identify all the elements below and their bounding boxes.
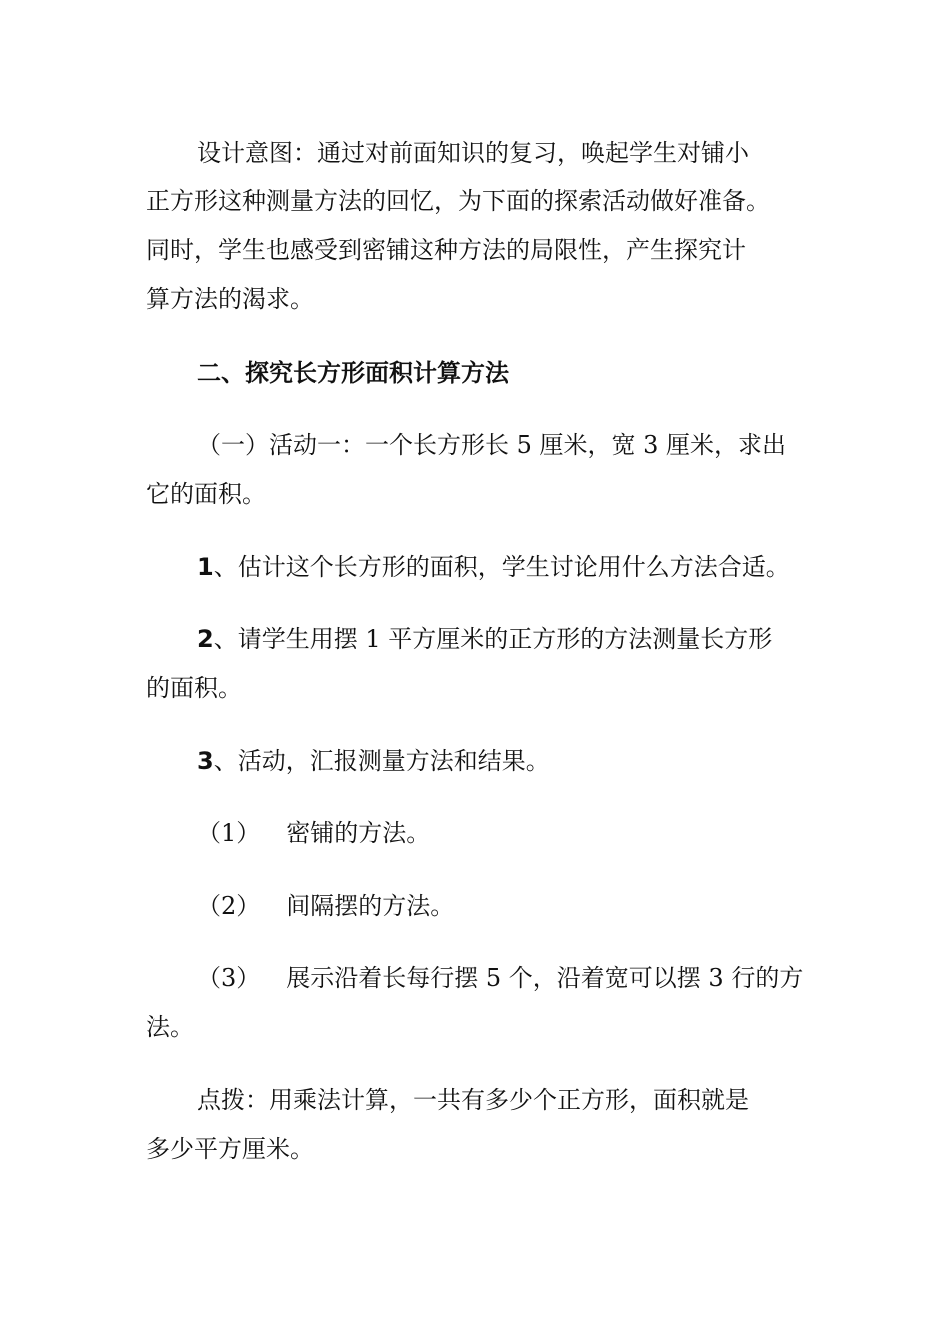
paragraph-line: 点拨：用乘法计算，一共有多少个正方形，面积就是: [197, 1086, 749, 1114]
step-one-paragraph: [197, 552, 790, 582]
paragraph-line: 多少平方厘米。: [146, 1135, 314, 1163]
sub-item-label: （2）: [197, 892, 261, 920]
paragraph-line: 设计意图：通过对前面知识的复习，唤起学生对铺小: [197, 139, 749, 167]
sub-item-label: （3）: [197, 964, 261, 992]
sub-item-text: 间隔摆的方法。: [286, 892, 455, 920]
paragraph-line: 正方形这种测量方法的回忆，为下面的探索活动做好准备。: [146, 187, 770, 215]
step-three-paragraph: [197, 746, 550, 776]
sub-item-label: （1）: [197, 819, 261, 847]
paragraph-line: 它的面积。: [146, 480, 266, 508]
section-heading: 二、探究长方形面积计算方法: [197, 359, 509, 387]
sub-item-text: 展示沿着长每行摆 5 个，沿着宽可以摆 3 行的方: [286, 964, 804, 992]
sub-item-one: [197, 818, 430, 848]
sub-item-text: 密铺的方法。: [286, 819, 431, 847]
sub-item-two: [197, 891, 454, 921]
step-text: 、请学生用摆 1 平方厘米的正方形的方法测量长方形: [213, 625, 773, 653]
step-number: 1: [197, 553, 214, 581]
paragraph-line: 同时，学生也感受到密铺这种方法的局限性，产生探究计: [146, 236, 746, 264]
paragraph-line: [197, 963, 803, 993]
paragraph-line: 算方法的渴求。: [146, 285, 314, 313]
paragraph-line: [197, 624, 772, 654]
step-text: 、估计这个长方形的面积，学生讨论用什么方法合适。: [213, 553, 790, 581]
step-text: 、活动，汇报测量方法和结果。: [213, 747, 550, 775]
paragraph-line: 法。: [146, 1013, 194, 1041]
paragraph-line: 的面积。: [146, 674, 242, 702]
paragraph-line: （一）活动一：一个长方形长 5 厘米，宽 3 厘米，求出: [197, 431, 787, 459]
step-number: 3: [197, 747, 214, 775]
step-number: 2: [197, 625, 214, 653]
